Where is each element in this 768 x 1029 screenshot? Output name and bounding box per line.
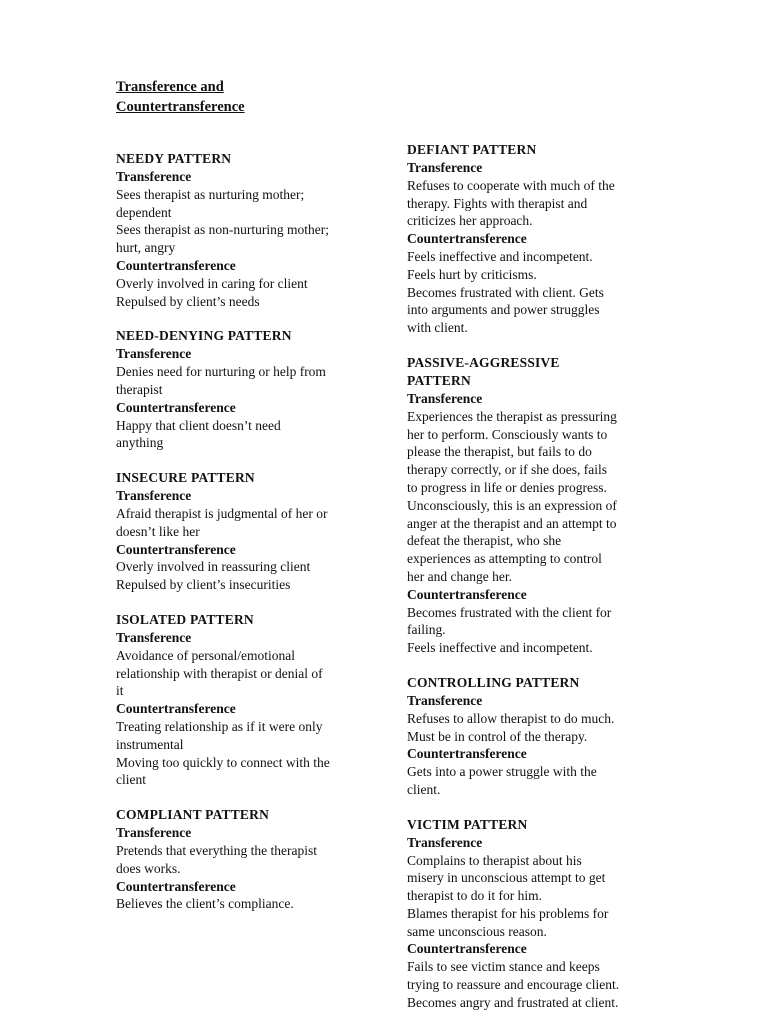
transference-text: same unconscious reason. bbox=[407, 923, 547, 939]
pattern-title: PATTERN bbox=[407, 372, 471, 388]
countertransference-label: Countertransference bbox=[116, 257, 236, 273]
transference-text: Refuses to cooperate with much of the bbox=[407, 177, 615, 193]
countertransference-text: Feels ineffective and incompetent. bbox=[407, 248, 593, 264]
countertransference-label: Countertransference bbox=[407, 586, 527, 602]
countertransference-text: Overly involved in caring for client bbox=[116, 275, 308, 291]
pattern-title: NEED-DENYING PATTERN bbox=[116, 328, 292, 344]
countertransference-text: into arguments and power struggles bbox=[407, 302, 600, 318]
transference-text: anger at the therapist and an attempt to bbox=[407, 515, 617, 531]
transference-text: her to perform. Consciously wants to bbox=[407, 426, 608, 442]
transference-text: Pretends that everything the therapist bbox=[116, 842, 317, 858]
transference-text: Avoidance of personal/emotional bbox=[116, 647, 295, 663]
countertransference-text: trying to reassure and encourage client. bbox=[407, 977, 620, 993]
countertransference-text: Repulsed by client’s insecurities bbox=[116, 577, 291, 593]
countertransference-text: client bbox=[116, 772, 146, 788]
title-line-1: Transference and bbox=[116, 79, 224, 95]
pattern-section bbox=[407, 816, 655, 1012]
countertransference-text: Becomes angry and frustrated at client. bbox=[407, 994, 619, 1010]
pattern-section bbox=[407, 354, 655, 657]
transference-text: Sees therapist as non-nurturing mother; bbox=[116, 222, 329, 238]
pattern-title: CONTROLLING PATTERN bbox=[407, 674, 580, 690]
countertransference-text: Overly involved in reassuring client bbox=[116, 559, 311, 575]
pattern-title: INSECURE PATTERN bbox=[116, 470, 255, 486]
transference-text: Refuses to allow therapist to do much. bbox=[407, 710, 615, 726]
pattern-section bbox=[116, 150, 364, 310]
countertransference-text: instrumental bbox=[116, 736, 184, 752]
pattern-section bbox=[116, 806, 364, 913]
countertransference-text: anything bbox=[116, 435, 164, 451]
pattern-title: NEEDY PATTERN bbox=[116, 151, 232, 166]
transference-text: her and change her. bbox=[407, 568, 512, 584]
countertransference-text: Becomes frustrated with client. Gets bbox=[407, 284, 604, 300]
pattern-section bbox=[116, 327, 364, 452]
countertransference-label: Countertransference bbox=[407, 746, 527, 762]
transference-label: Transference bbox=[407, 692, 483, 708]
countertransference-text: Believes the client’s compliance. bbox=[116, 896, 294, 912]
pattern-title: DEFIANT PATTERN bbox=[407, 142, 537, 157]
countertransference-text: Treating relationship as if it were only bbox=[116, 718, 323, 734]
countertransference-text: failing. bbox=[407, 622, 446, 638]
countertransference-label: Countertransference bbox=[407, 941, 527, 957]
transference-text: therapist to do it for him. bbox=[407, 888, 542, 904]
countertransference-text: Becomes frustrated with the client for bbox=[407, 604, 612, 620]
countertransference-label: Countertransference bbox=[116, 701, 236, 717]
pattern-title: PASSIVE-AGGRESSIVE bbox=[407, 354, 560, 370]
countertransference-text: Fails to see victim stance and keeps bbox=[407, 959, 600, 975]
transference-text: therapist bbox=[116, 381, 163, 397]
transference-text: Unconsciously, this is an expression of bbox=[407, 497, 617, 513]
transference-text: Sees therapist as nurturing mother; bbox=[116, 186, 305, 202]
transference-text: dependent bbox=[116, 204, 172, 220]
transference-text: therapy correctly, or if she does, fails bbox=[407, 462, 608, 478]
transference-label: Transference bbox=[407, 160, 483, 175]
left-column bbox=[116, 150, 364, 930]
pattern-title: COMPLIANT PATTERN bbox=[116, 807, 270, 823]
pattern-section bbox=[116, 469, 364, 594]
countertransference-text: Feels ineffective and incompetent. bbox=[407, 640, 593, 656]
transference-label: Transference bbox=[407, 390, 483, 406]
transference-text: it bbox=[116, 683, 124, 699]
transference-text: defeat the therapist, who she bbox=[407, 533, 562, 549]
pattern-section bbox=[116, 611, 364, 789]
transference-text: to progress in life or denies progress. bbox=[407, 479, 607, 495]
transference-label: Transference bbox=[116, 825, 192, 841]
countertransference-text: client. bbox=[407, 781, 441, 797]
transference-text: Complains to therapist about his bbox=[407, 852, 582, 868]
transference-text: therapy. Fights with therapist and bbox=[407, 195, 588, 211]
pattern-title: ISOLATED PATTERN bbox=[116, 611, 254, 627]
countertransference-text: with client. bbox=[407, 320, 468, 336]
countertransference-label: Countertransference bbox=[407, 231, 527, 247]
transference-label: Transference bbox=[116, 346, 192, 362]
countertransference-text: Gets into a power struggle with the bbox=[407, 764, 597, 780]
transference-text: Denies need for nurturing or help from bbox=[116, 364, 326, 380]
countertransference-text: Feels hurt by criticisms. bbox=[407, 266, 537, 282]
transference-text: Must be in control of the therapy. bbox=[407, 728, 588, 744]
transference-text: Blames therapist for his problems for bbox=[407, 905, 609, 921]
right-column bbox=[407, 141, 655, 1029]
transference-text: Experiences the therapist as pressuring bbox=[407, 408, 617, 424]
transference-label: Transference bbox=[116, 488, 192, 504]
transference-text: doesn’t like her bbox=[116, 523, 200, 539]
transference-label: Transference bbox=[116, 169, 192, 184]
transference-text: relationship with therapist or denial of bbox=[116, 665, 323, 681]
countertransference-label: Countertransference bbox=[116, 878, 236, 894]
transference-text: misery in unconscious attempt to get bbox=[407, 870, 606, 886]
transference-text: hurt, angry bbox=[116, 240, 176, 256]
pattern-section bbox=[407, 141, 655, 337]
document-title bbox=[116, 77, 245, 117]
countertransference-text: Happy that client doesn’t need bbox=[116, 417, 281, 433]
pattern-title: VICTIM PATTERN bbox=[407, 816, 528, 832]
transference-text: does works. bbox=[116, 860, 181, 876]
title-line-2: Countertransference bbox=[116, 99, 245, 115]
transference-label: Transference bbox=[116, 629, 192, 645]
transference-text: experiences as attempting to control bbox=[407, 551, 602, 567]
transference-text: please the therapist, but fails to do bbox=[407, 444, 592, 460]
countertransference-text: Repulsed by client’s needs bbox=[116, 293, 260, 309]
transference-text: Afraid therapist is judgmental of her or bbox=[116, 505, 328, 521]
transference-text: criticizes her approach. bbox=[407, 213, 533, 229]
countertransference-label: Countertransference bbox=[116, 541, 236, 557]
countertransference-text: Moving too quickly to connect with the bbox=[116, 754, 330, 770]
countertransference-label: Countertransference bbox=[116, 399, 236, 415]
transference-label: Transference bbox=[407, 834, 483, 850]
pattern-section bbox=[407, 674, 655, 799]
